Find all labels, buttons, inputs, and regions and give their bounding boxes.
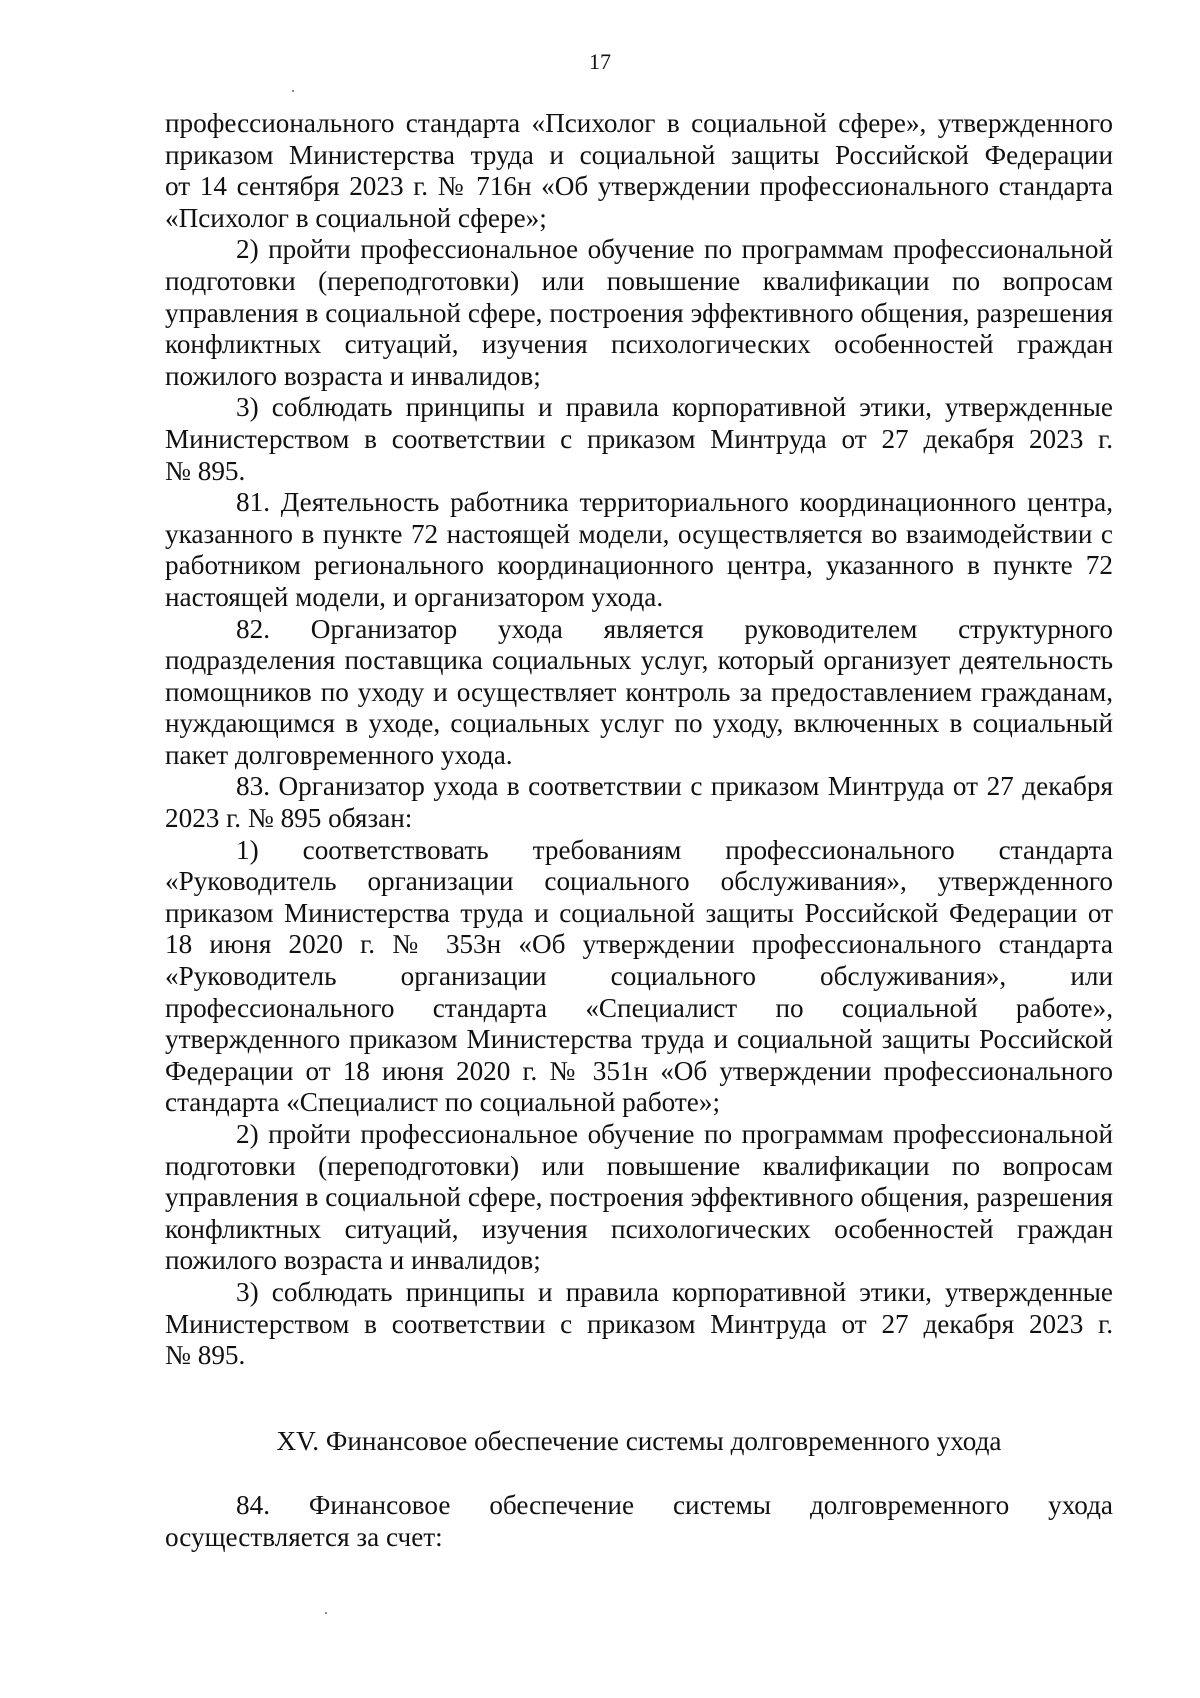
text-line: профессионального стандарта «Специалист по социальной работе», [165,992,1113,1023]
text-line: осуществляется за счет: [165,1521,443,1552]
page-number: 17 [589,49,611,74]
text-line: 1) соответствовать требованиям профессионального стандарта [236,834,1113,865]
text-line: 3) соблюдать принципы и правила корпоративной этики, утвержденные [236,392,1113,423]
text-line: приказом Министерства труда и социальной защиты Российской Федерации [165,139,1113,170]
document-body [165,108,1113,1372]
paragraph [165,1119,1113,1277]
text-line: управления в социальной сфере, построения эффективного общения, разрешения [165,297,1113,328]
text-line: приказом Министерства труда и социальной защиты Российской Федерации от [165,897,1113,928]
scan-speck [292,90,294,92]
paragraph [165,614,1113,772]
text-line: подразделения поставщика социальных услуг, который организует деятельность [165,645,1113,676]
text-line: управления в социальной сфере, построения эффективного общения, разрешения [165,1182,1113,1213]
text-line: работником регионального координационного центра, указанного в пункте 72 [165,550,1113,581]
paragraph [165,835,1113,1119]
text-line: № 895. [165,455,246,486]
text-line: 18 июня 2020 г. № 353н «Об утверждении профессионального стандарта [165,929,1113,960]
section-heading: XV. Финансовое обеспечение системы долговременного ухода [276,1426,1002,1456]
text-line: № 895. [165,1340,246,1371]
text-line: «Психолог в социальной сфере»; [165,202,547,233]
paragraph [165,234,1113,392]
text-line: Министерством в соответствии с приказом Минтруда от 27 декабря 2023 г. [165,423,1113,454]
paragraph [165,392,1113,487]
text-line: помощников по уходу и осуществляет контроль за предоставлением гражданам, [165,676,1113,707]
paragraph [165,487,1113,613]
text-line: «Руководитель организации социального обслуживания», или [165,961,1113,992]
text-line: пожилого возраста и инвалидов; [165,360,541,391]
text-line: Министерством в соответствии с приказом Минтруда от 27 декабря 2023 г. [165,1308,1113,1339]
text-line: пожилого возраста и инвалидов; [165,1245,541,1276]
text-line: подготовки (переподготовки) или повышение квалификации по вопросам [165,1150,1113,1181]
text-line: утвержденного приказом Министерства труда и социальной защиты Российской [165,1024,1113,1055]
paragraph [165,1277,1113,1372]
text-line: 82. Организатор ухода является руководителем структурного [236,613,1113,644]
text-line: указанного в пункте 72 настоящей модели, осуществляется во взаимодействии с [165,518,1113,549]
text-line: пакет долговременного ухода. [165,739,513,770]
text-line: 2) пройти профессиональное обучение по программам профессиональной [236,1119,1113,1149]
text-line: «Руководитель организации социального обслуживания», утвержденного [165,866,1113,897]
paragraph [165,771,1113,834]
text-line: 2023 г. № 895 обязан: [165,803,413,834]
paragraph [165,108,1113,234]
text-line: 84. Финансовое обеспечение системы долговременного ухода [236,1490,1113,1520]
text-line: 83. Организатор ухода в соответствии с приказом Минтруда от 27 декабря [236,771,1113,802]
text-line: 2) пройти профессиональное обучение по программам профессиональной [236,234,1113,265]
text-line: 3) соблюдать принципы и правила корпоративной этики, утвержденные [236,1276,1113,1307]
scan-speck [325,1612,327,1614]
text-line: стандарта «Специалист по социальной работе»; [165,1087,721,1118]
text-line: конфликтных ситуаций, изучения психологических особенностей граждан [165,329,1113,360]
text-line: от 14 сентября 2023 г. № 716н «Об утверждении профессионального стандарта [165,171,1113,202]
text-line: Федерации от 18 июня 2020 г. № 351н «Об утверждении профессионального [165,1055,1113,1086]
text-line: настоящей модели, и организатором ухода. [165,581,664,612]
text-line: нуждающимся в уходе, социальных услуг по уходу, включенных в социальный [165,708,1113,739]
text-line: 81. Деятельность работника территориального координационного центра, [236,487,1113,518]
text-line: конфликтных ситуаций, изучения психологических особенностей граждан [165,1213,1113,1244]
paragraph [165,1490,1113,1553]
text-line: профессионального стандарта «Психолог в социальной сфере», утвержденного [165,108,1113,138]
text-line: подготовки (переподготовки) или повышение квалификации по вопросам [165,265,1113,296]
